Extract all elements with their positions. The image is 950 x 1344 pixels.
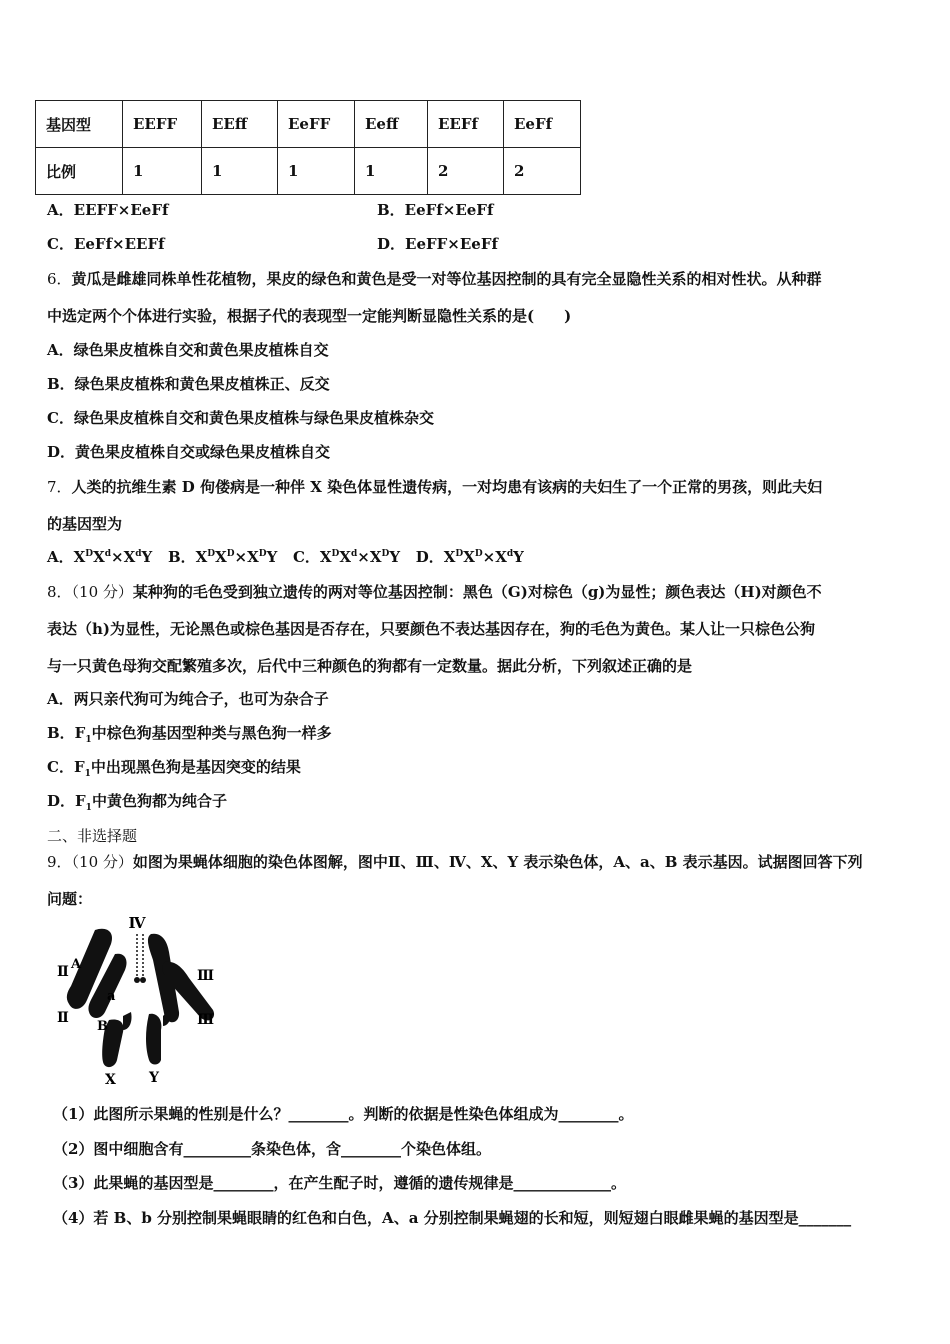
table-cell: 1 bbox=[355, 148, 428, 195]
q8-option-c bbox=[47, 756, 301, 779]
q5-option-a: A．EEFF×EeFf bbox=[47, 201, 169, 219]
option-text: C．F bbox=[47, 758, 85, 776]
chrom-x: X bbox=[443, 548, 456, 566]
q9-stem-line1 bbox=[47, 851, 863, 872]
allele: D bbox=[85, 549, 94, 559]
allele: D bbox=[455, 549, 464, 559]
allele: D bbox=[381, 549, 390, 559]
section-heading: 二、非选择题 bbox=[47, 827, 138, 845]
chrom-x: X bbox=[215, 548, 227, 566]
label-ii: Ⅱ bbox=[57, 1010, 69, 1026]
option-text: B．F bbox=[47, 724, 86, 742]
q8-option-a: A．两只亲代狗可为纯合子，也可为杂合子 bbox=[47, 690, 329, 708]
label-gene-a: a bbox=[107, 989, 116, 1004]
label-gene-B: B bbox=[97, 1019, 108, 1034]
label-y: Y bbox=[149, 1070, 159, 1086]
label-x: X bbox=[105, 1072, 116, 1088]
table-cell: 1 bbox=[202, 148, 278, 195]
table-cell: 1 bbox=[278, 148, 355, 195]
q9-text: 如图为果蝇体细胞的染色体图解，图中Ⅱ、Ⅲ、Ⅳ、X、Y 表示染色体，A、a、B 表示基因。试据图回答下列 bbox=[132, 853, 863, 871]
question-number: 7． bbox=[47, 478, 72, 496]
times-sign: × bbox=[482, 548, 496, 566]
option-text: 中出现黑色狗是基因突变的结果 bbox=[90, 758, 301, 776]
chromosome-iv-dot bbox=[140, 977, 146, 983]
q6-option-c: C．绿色果皮植株自交和黄色果皮植株与绿色果皮植株杂交 bbox=[47, 409, 434, 427]
chromosome-x-arm bbox=[123, 1012, 132, 1030]
chrom-x: X bbox=[369, 548, 382, 566]
chrom-y: Y bbox=[266, 548, 278, 566]
q6-text: 黄瓜是雌雄同株单性花植物，果皮的绿色和黄色是受一对等位基因控制的具有完全显隐性关系的相对性状。从种群 bbox=[71, 270, 822, 288]
allele: d bbox=[135, 549, 142, 559]
q6-option-b: B．绿色果皮植株和黄色果皮植株正、反交 bbox=[47, 375, 330, 393]
q8-stem-line1 bbox=[47, 581, 822, 602]
option-label: C． bbox=[292, 548, 320, 566]
chrom-x: X bbox=[339, 548, 351, 566]
option-text: D．F bbox=[47, 792, 86, 810]
q8-stem-line2: 表达（h)为显性，无论黑色或棕色基因是否存在，只要颜色不表达基因存在，狗的毛色为黄色。某人让一只棕色公狗 bbox=[47, 620, 816, 638]
allele: d bbox=[506, 549, 514, 559]
q6-option-a: A．绿色果皮植株自交和黄色果皮植株自交 bbox=[47, 341, 329, 359]
chrom-x: X bbox=[195, 548, 208, 566]
q5-option-b: B．EeFf×EeFf bbox=[377, 201, 494, 219]
option-label: B． bbox=[167, 548, 196, 566]
question-number: 6． bbox=[47, 270, 72, 288]
chrom-x: X bbox=[123, 548, 136, 566]
table-cell: 2 bbox=[428, 148, 504, 195]
q7-options bbox=[47, 546, 524, 567]
allele: D bbox=[331, 549, 340, 559]
q8-stem-line3: 与一只黄色母狗交配繁殖多次，后代中三种颜色的狗都有一定数量。据此分析，下列叙述正确的是 bbox=[47, 657, 693, 675]
chrom-y: Y bbox=[513, 548, 524, 566]
table-cell: Eeff bbox=[355, 101, 428, 148]
chrom-x: X bbox=[319, 548, 332, 566]
q9-sub2: （2）图中细胞含有_________条染色体，含________个染色体组。 bbox=[53, 1140, 491, 1158]
q6-option-d: D．黄色果皮植株自交或绿色果皮植株自交 bbox=[47, 443, 331, 461]
table-row bbox=[36, 101, 581, 148]
table-cell: 基因型 bbox=[36, 101, 123, 148]
times-sign: × bbox=[234, 548, 248, 566]
q9-sub4: （4）若 B、b 分别控制果蝇眼睛的红色和白色，A、a 分别控制果蝇翅的长和短，则短翅白眼雌果蝇的基因型是_______ bbox=[53, 1209, 852, 1227]
q9-stem-line2: 问题： bbox=[47, 890, 93, 908]
chromosome-iv-dot bbox=[134, 977, 140, 983]
label-iii: Ⅲ bbox=[197, 968, 215, 984]
option-text: 中黄色狗都为纯合子 bbox=[91, 792, 227, 810]
allele: d bbox=[104, 549, 112, 559]
q6-stem-line1 bbox=[47, 268, 822, 289]
table-cell: 2 bbox=[504, 148, 581, 195]
chrom-x: X bbox=[463, 548, 475, 566]
table-cell: EeFF bbox=[278, 101, 355, 148]
chrom-y: Y bbox=[141, 548, 153, 566]
chrom-x: X bbox=[93, 548, 105, 566]
chrom-x: X bbox=[73, 548, 86, 566]
allele: D bbox=[207, 549, 216, 559]
label-iii: Ⅲ bbox=[197, 1012, 215, 1028]
option-text: 中棕色狗基因型种类与黑色狗一样多 bbox=[91, 724, 332, 742]
times-sign: × bbox=[111, 548, 124, 566]
question-number: 8．（10 分） bbox=[47, 583, 133, 601]
table-cell: EEff bbox=[202, 101, 278, 148]
q9-sub1: （1）此图所示果蝇的性别是什么？________。判断的依据是性染色体组成为________。 bbox=[53, 1105, 634, 1123]
option-label: D． bbox=[415, 548, 444, 566]
q8-option-d bbox=[47, 790, 227, 813]
chrom-y: Y bbox=[389, 548, 401, 566]
label-iv: Ⅳ bbox=[128, 914, 146, 932]
allele: D bbox=[474, 549, 483, 559]
allele: D bbox=[226, 549, 235, 559]
allele: D bbox=[258, 549, 267, 559]
subscript: 1 bbox=[85, 803, 92, 813]
chrom-x: X bbox=[495, 548, 507, 566]
table-cell: EeFf bbox=[504, 101, 581, 148]
table-cell: 1 bbox=[123, 148, 202, 195]
table-row bbox=[36, 148, 581, 195]
q8-option-b bbox=[47, 722, 332, 745]
label-gene-A: A bbox=[71, 957, 82, 972]
q7-text: 人类的抗维生素 D 佝偻病是一种伴 X 染色体显性遗传病，一对均患有该病的夫妇生了一个正常的男孩，则此夫妇 bbox=[71, 478, 823, 496]
times-sign: × bbox=[357, 548, 370, 566]
subscript: 1 bbox=[85, 735, 92, 745]
chromosome-diagram bbox=[45, 912, 225, 1090]
genotype-table bbox=[35, 100, 581, 195]
table-cell: EEFf bbox=[428, 101, 504, 148]
table-cell: EEFF bbox=[123, 101, 202, 148]
option-label: A． bbox=[47, 548, 74, 566]
allele: d bbox=[351, 549, 358, 559]
q5-option-d: D．EeFF×EeFf bbox=[377, 235, 498, 253]
question-number: 9．（10 分） bbox=[47, 853, 133, 871]
chromosome-y bbox=[146, 1014, 161, 1065]
q5-option-c: C．EeFf×EEFf bbox=[47, 235, 165, 253]
chrom-x: X bbox=[247, 548, 259, 566]
q6-stem-line2: 中选定两个个体进行实验，根据子代的表现型一定能判断显隐性关系的是( ) bbox=[47, 307, 572, 325]
subscript: 1 bbox=[84, 769, 91, 779]
q8-text: 某种狗的毛色受到独立遗传的两对等位基因控制：黑色（G)对棕色（g)为显性；颜色表达（H)对颜色不 bbox=[132, 583, 822, 601]
q7-stem-line2: 的基因型为 bbox=[47, 515, 123, 533]
q9-sub3: （3）此果蝇的基因型是________，在产生配子时，遵循的遗传规律是_____________。 bbox=[53, 1174, 626, 1192]
q7-stem-line1 bbox=[47, 476, 822, 497]
label-ii: Ⅱ bbox=[57, 964, 69, 980]
table-cell: 比例 bbox=[36, 148, 123, 195]
